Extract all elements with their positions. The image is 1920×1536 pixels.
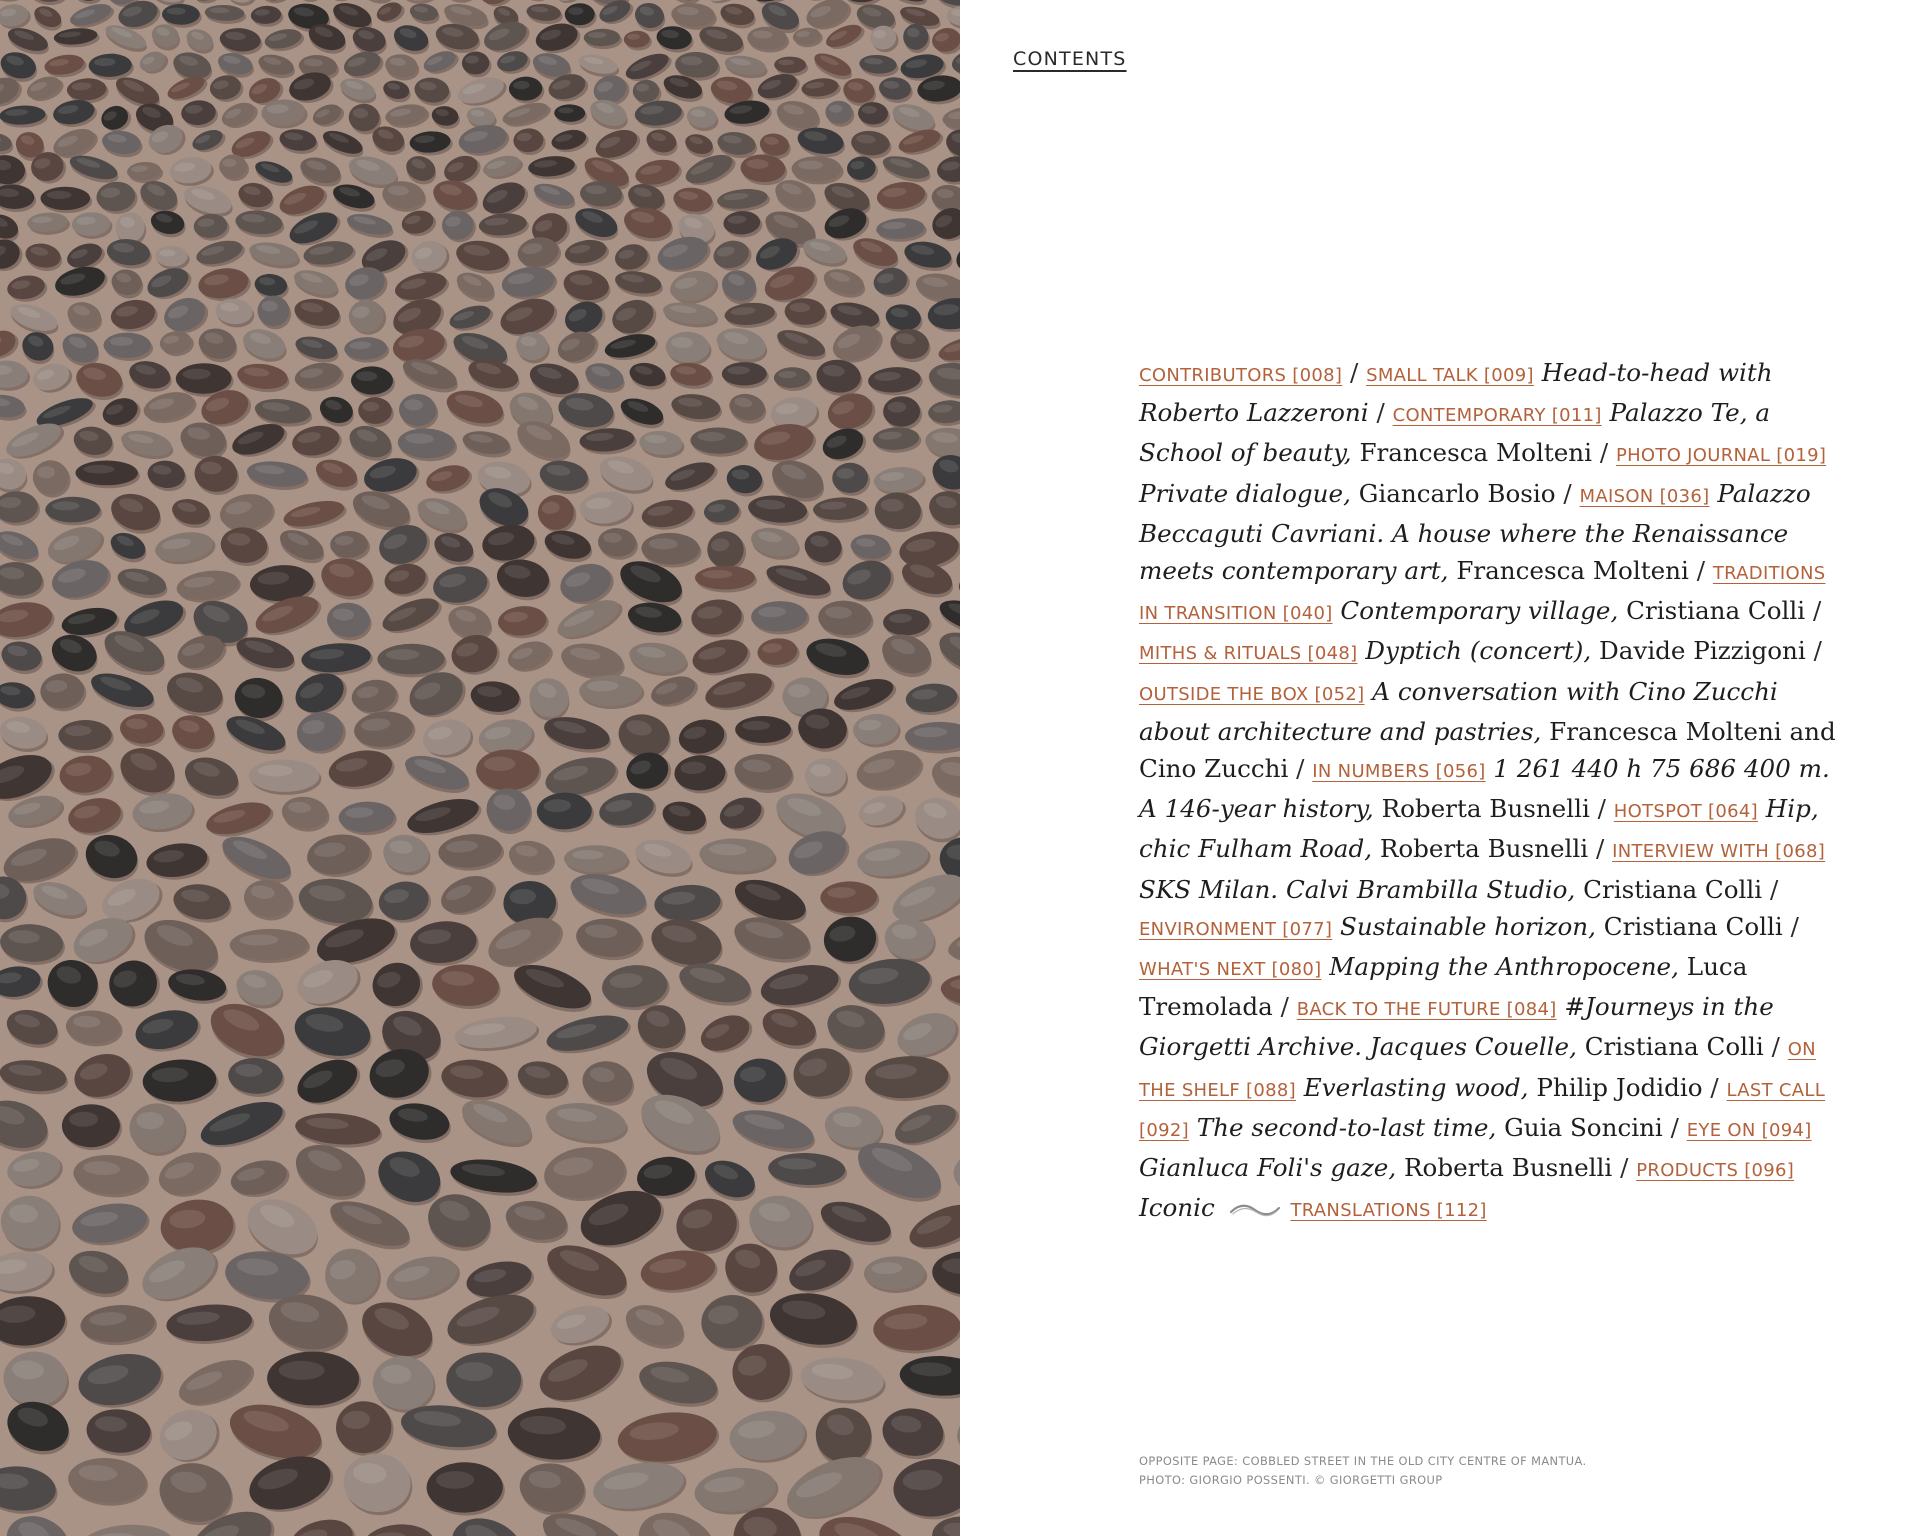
caption-line-1: OPPOSITE PAGE: COBBLED STREET IN THE OLD CITY CENTRE OF MANTUA. <box>1139 1454 1587 1468</box>
toc-article-title: Dyptich (concert), <box>1365 636 1592 666</box>
toc-section-link[interactable]: PHOTO JOURNAL [019] <box>1615 445 1827 467</box>
toc-section-link[interactable]: CONTRIBUTORS [008] <box>1139 365 1343 386</box>
toc-section-link[interactable]: CONTEMPORARY [011] <box>1392 405 1602 427</box>
toc-separator: / <box>1376 398 1385 428</box>
toc-separator: / <box>1620 1153 1629 1183</box>
toc-article-title: Head-to-head with Roberto Lazzeroni <box>1139 358 1773 428</box>
toc-author: Luca Tremolada <box>1139 952 1748 1022</box>
toc-section-link[interactable]: MAISON [036] <box>1579 485 1710 507</box>
toc-author: Cristiana Colli <box>1626 596 1806 626</box>
toc-separator: / <box>1670 1112 1679 1142</box>
toc-section-link[interactable]: IN NUMBERS [056] <box>1312 761 1486 783</box>
toc-separator: / <box>1595 834 1605 864</box>
toc-author: Francesca Molteni <box>1359 438 1592 468</box>
toc-article-title: Palazzo Beccaguti Cavriani. A house where the Renaissance meets contemporary art, <box>1139 478 1811 586</box>
toc-article-title: Hip, chic Fulham Road, <box>1139 794 1819 864</box>
toc-article-title: The second-to-last time, <box>1196 1112 1497 1142</box>
toc-author: Cristiana Colli <box>1583 874 1763 904</box>
toc-separator: / <box>1696 556 1705 586</box>
toc-separator: / <box>1563 478 1572 508</box>
toc-section-link[interactable]: PRODUCTS [096] <box>1636 1160 1795 1182</box>
photo-caption <box>1139 1452 1659 1490</box>
toc-section-link[interactable]: SMALL TALK [009] <box>1366 365 1534 386</box>
toc-section-link[interactable]: TRADITIONS IN TRANSITION [040] <box>1139 563 1826 625</box>
toc-article-title: Iconic <box>1139 1193 1215 1223</box>
toc-author: Francesca Molteni <box>1456 556 1689 586</box>
toc-author: Davide Pizzigoni <box>1599 636 1806 666</box>
toc-article-title: Private dialogue, <box>1139 478 1351 508</box>
toc-section-link[interactable]: TRANSLATIONS [112] <box>1290 1200 1487 1222</box>
toc-separator: / <box>1771 1032 1780 1062</box>
toc-section-link[interactable]: ENVIRONMENT [077] <box>1139 918 1333 940</box>
toc-section-link[interactable]: BACK TO THE FUTURE [084] <box>1296 999 1557 1021</box>
tilde-flourish-icon <box>1229 1201 1281 1219</box>
toc-article-title: A conversation with Cino Zucchi about architecture and pastries, <box>1139 676 1778 746</box>
toc-author: Cristiana Colli <box>1603 911 1783 941</box>
toc-author: Philip Jodidio <box>1536 1072 1703 1102</box>
toc-section-link[interactable]: MITHS & RITUALS [048] <box>1139 643 1358 665</box>
toc-section-link[interactable]: HOTSPOT [064] <box>1613 801 1758 823</box>
toc-author: Giancarlo Bosio <box>1358 478 1556 508</box>
toc-author: Guia Soncini <box>1504 1112 1663 1142</box>
toc-author: Roberta Busnelli <box>1404 1153 1613 1183</box>
toc-separator: / <box>1280 992 1289 1022</box>
caption-line-2: PHOTO: GIORGIO POSSENTI. © GIORGETTI GROUP <box>1139 1473 1443 1487</box>
toc-article-title: Contemporary village, <box>1340 596 1619 626</box>
toc-article-title: Gianluca Foli's gaze, <box>1139 1153 1397 1183</box>
toc-section-link[interactable]: EYE ON [094] <box>1686 1119 1812 1141</box>
toc-section-link[interactable]: ON THE SHELF [088] <box>1139 1039 1816 1101</box>
toc-author: Cristiana Colli <box>1584 1032 1764 1062</box>
toc-article-title: Sustainable horizon, <box>1340 911 1596 941</box>
toc-author: Roberta Busnelli <box>1379 834 1589 864</box>
toc-article-title: SKS Milan. Calvi Brambilla Studio, <box>1139 874 1576 904</box>
toc-separator: / <box>1710 1072 1719 1102</box>
toc-section-link[interactable]: WHAT'S NEXT [080] <box>1139 959 1322 981</box>
toc-separator: / <box>1769 874 1779 904</box>
page-title: CONTENTS <box>1013 48 1127 70</box>
toc-section-link[interactable]: OUTSIDE THE BOX [052] <box>1139 683 1365 705</box>
toc-article-title: 1 261 440 h 75 686 400 m. A 146-year history, <box>1139 754 1830 824</box>
toc-separator: / <box>1597 794 1606 824</box>
toc-article-title: Palazzo Te, a School of beauty, <box>1139 398 1771 468</box>
toc-article-title: #Journeys in the Giorgetti Archive. Jacques Couelle, <box>1139 992 1774 1062</box>
toc-separator: / <box>1790 911 1799 941</box>
toc-article-title: Mapping the Anthropocene, <box>1329 952 1679 982</box>
toc-separator: / <box>1296 754 1305 784</box>
toc-section-link[interactable]: LAST CALL [092] <box>1139 1079 1826 1141</box>
toc-separator: / <box>1349 358 1359 387</box>
toc-author: Francesca Molteni and Cino Zucchi <box>1139 716 1836 784</box>
toc-article-title: Everlasting wood, <box>1303 1072 1529 1102</box>
toc-separator: / <box>1599 438 1609 468</box>
table-of-contents <box>1139 354 1839 1229</box>
toc-separator: / <box>1812 596 1822 626</box>
toc-author: Roberta Busnelli <box>1381 794 1590 824</box>
toc-section-link[interactable]: INTERVIEW WITH [068] <box>1612 841 1826 863</box>
toc-separator: / <box>1813 636 1822 666</box>
